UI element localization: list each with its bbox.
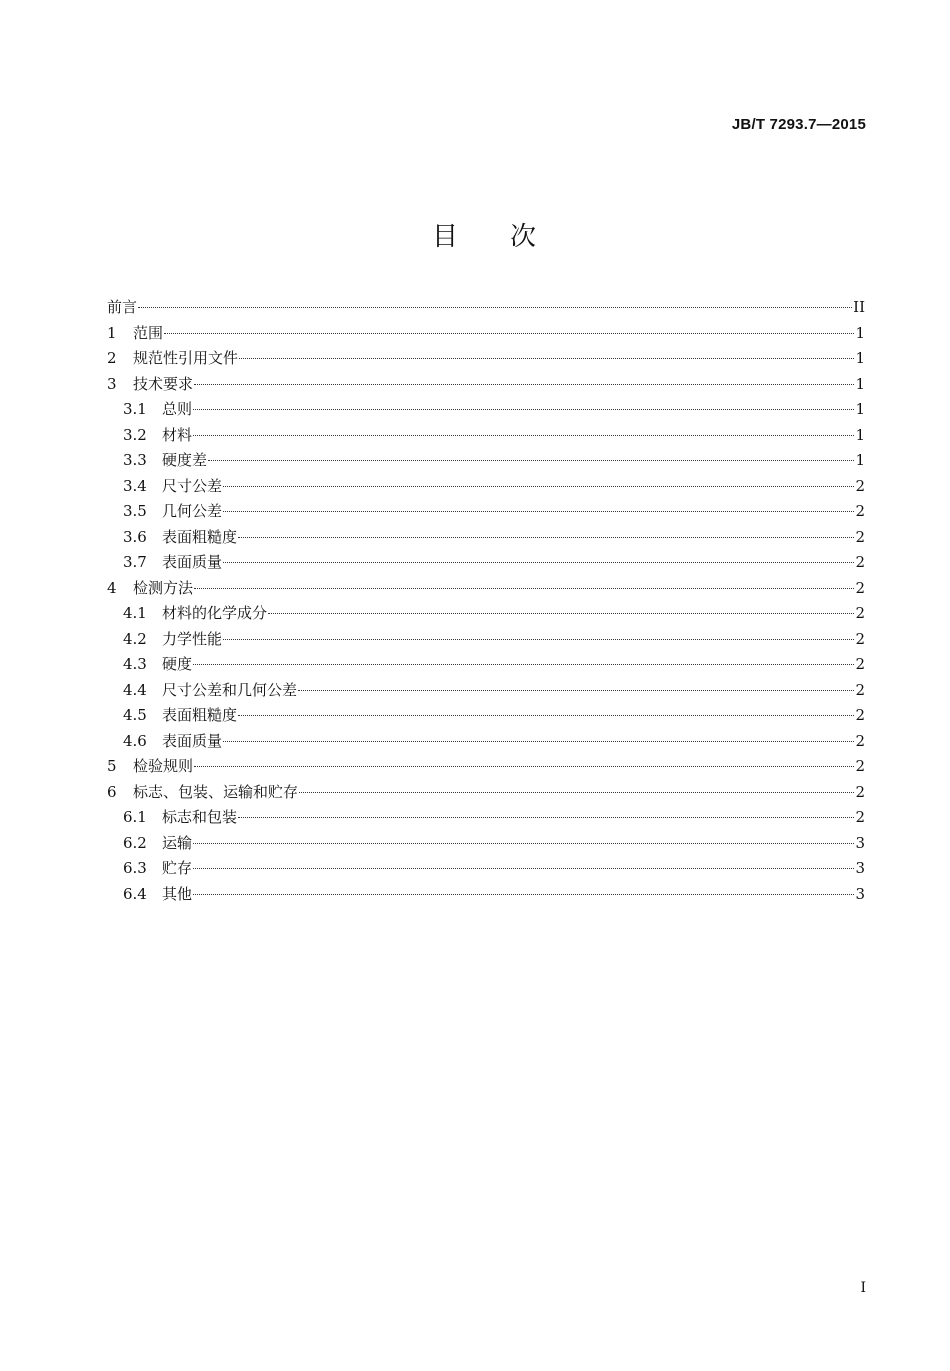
toc-entry-page: 1 xyxy=(855,451,865,469)
dot-leader xyxy=(193,664,854,665)
toc-entry-number: 3.4 xyxy=(123,476,147,495)
toc-entry-label: 材料的化学成分 xyxy=(162,604,268,622)
toc-entry-label: 总则 xyxy=(162,400,193,418)
toc-entry-label: 材料 xyxy=(162,425,193,444)
toc-entry-number: 1 xyxy=(107,323,117,342)
dot-leader xyxy=(238,715,854,716)
toc-entry-label: 表面粗糙度 xyxy=(162,706,238,724)
toc-entry-page: 2 xyxy=(855,604,865,622)
dot-leader xyxy=(193,868,854,869)
toc-entry-page: 2 xyxy=(855,757,865,775)
toc-entry-page: 2 xyxy=(855,706,865,724)
toc-entry-page: 2 xyxy=(855,476,865,495)
toc-entry-number: 4.6 xyxy=(123,731,147,750)
toc-entry-label: 尺寸公差 xyxy=(162,476,223,495)
dot-leader xyxy=(138,307,852,308)
dot-leader xyxy=(223,639,854,640)
toc-entry-label: 表面质量 xyxy=(162,553,223,571)
dot-leader xyxy=(238,817,854,818)
toc-entry[interactable] xyxy=(107,652,865,678)
standard-code-header: JB/T 7293.7—2015 xyxy=(731,116,866,133)
toc-entry-number: 3.1 xyxy=(123,400,147,418)
toc-entry-label: 其他 xyxy=(162,884,193,903)
toc-entry[interactable] xyxy=(107,423,865,449)
toc-entry-label: 规范性引用文件 xyxy=(133,349,239,367)
toc-entry-number: 3.7 xyxy=(123,553,147,571)
toc-entry-number: 3.3 xyxy=(123,451,147,469)
toc-entry[interactable] xyxy=(107,576,865,602)
toc-entry[interactable] xyxy=(107,448,865,474)
toc-entry-number: 6.4 xyxy=(123,884,147,903)
toc-entry-label: 检测方法 xyxy=(133,578,194,597)
table-of-contents xyxy=(107,295,865,907)
dot-leader xyxy=(223,511,854,512)
toc-entry-number: 4.5 xyxy=(123,706,147,724)
toc-entry-number: 4.2 xyxy=(123,629,147,648)
toc-entry[interactable] xyxy=(107,856,865,882)
toc-entry-number: 6.3 xyxy=(123,859,147,877)
toc-entry-number: 6 xyxy=(107,782,117,801)
dot-leader xyxy=(223,741,854,742)
toc-entry-page: 2 xyxy=(855,731,865,750)
toc-entry-page: 1 xyxy=(855,323,865,342)
toc-entry-page: 2 xyxy=(855,680,865,699)
toc-entry-page: 3 xyxy=(855,859,865,877)
toc-entry[interactable] xyxy=(107,601,865,627)
toc-entry[interactable] xyxy=(107,805,865,831)
dot-leader xyxy=(193,843,854,844)
dot-leader xyxy=(208,460,854,461)
toc-entry-label: 硬度差 xyxy=(162,451,208,469)
toc-entry-page: 1 xyxy=(855,400,865,418)
toc-entry-number: 3.2 xyxy=(123,425,147,444)
dot-leader xyxy=(298,690,854,691)
toc-entry[interactable] xyxy=(107,780,865,806)
toc-entry[interactable] xyxy=(107,678,865,704)
toc-entry-label: 运输 xyxy=(162,833,193,852)
toc-title-first-char: 目 xyxy=(431,222,460,252)
toc-entry-page: 2 xyxy=(855,578,865,597)
toc-entry[interactable] xyxy=(107,550,865,576)
toc-entry[interactable] xyxy=(107,397,865,423)
dot-leader xyxy=(194,766,854,767)
toc-entry-page: 2 xyxy=(855,629,865,648)
toc-entry-label: 表面粗糙度 xyxy=(162,527,238,546)
toc-entry-number: 4.1 xyxy=(123,604,147,622)
toc-entry-page: 2 xyxy=(855,527,865,546)
toc-entry-label: 标志和包装 xyxy=(162,808,238,826)
toc-entry[interactable] xyxy=(107,525,865,551)
toc-entry[interactable] xyxy=(107,729,865,755)
toc-entry[interactable] xyxy=(107,882,865,908)
toc-entry-page: 2 xyxy=(855,553,865,571)
toc-entry-label: 标志、包装、运输和贮存 xyxy=(133,782,299,801)
toc-entry[interactable] xyxy=(107,372,865,398)
dot-leader xyxy=(299,792,854,793)
toc-entry-number: 2 xyxy=(107,349,117,367)
dot-leader xyxy=(164,333,854,334)
toc-entry-label: 尺寸公差和几何公差 xyxy=(162,680,298,699)
toc-entry-page: 2 xyxy=(855,655,865,673)
toc-entry-label: 力学性能 xyxy=(162,629,223,648)
toc-entry-number: 3 xyxy=(107,374,117,393)
toc-entry-label: 几何公差 xyxy=(162,502,223,520)
toc-entry-label: 贮存 xyxy=(162,859,193,877)
page-number: I xyxy=(860,1280,866,1296)
dot-leader xyxy=(223,562,854,563)
toc-entry-number: 4.4 xyxy=(123,680,147,699)
toc-entry[interactable] xyxy=(107,703,865,729)
toc-entry-page: 2 xyxy=(855,502,865,520)
toc-entry-number: 4.3 xyxy=(123,655,147,673)
toc-entry-number: 5 xyxy=(107,757,117,775)
toc-entry-label: 前言 xyxy=(107,298,138,316)
toc-entry-page: 1 xyxy=(855,374,865,393)
toc-entry[interactable] xyxy=(107,474,865,500)
toc-entry-number: 6.1 xyxy=(123,808,147,826)
dot-leader xyxy=(223,486,854,487)
toc-entry-label: 表面质量 xyxy=(162,731,223,750)
toc-entry-number: 6.2 xyxy=(123,833,147,852)
toc-entry-page: 1 xyxy=(855,425,865,444)
toc-entry-label: 范围 xyxy=(133,323,164,342)
toc-entry-page: II xyxy=(853,298,865,316)
toc-entry-page: 1 xyxy=(855,349,865,367)
toc-title-second-char: 次 xyxy=(510,222,539,252)
dot-leader xyxy=(238,537,854,538)
dot-leader xyxy=(193,435,854,436)
dot-leader xyxy=(193,409,854,410)
dot-leader xyxy=(268,613,854,614)
toc-entry-label: 检验规则 xyxy=(133,757,194,775)
dot-leader xyxy=(239,358,854,359)
toc-entry[interactable] xyxy=(107,627,865,653)
toc-entry[interactable] xyxy=(107,754,865,780)
toc-entry-label: 硬度 xyxy=(162,655,193,673)
toc-entry[interactable] xyxy=(107,831,865,857)
toc-entry-page: 3 xyxy=(855,833,865,852)
dot-leader xyxy=(193,894,854,895)
toc-entry[interactable] xyxy=(107,346,865,372)
toc-entry-page: 2 xyxy=(855,782,865,801)
dot-leader xyxy=(194,384,854,385)
toc-entry-page: 3 xyxy=(855,884,865,903)
toc-entry[interactable] xyxy=(107,499,865,525)
toc-entry-number: 4 xyxy=(107,578,117,597)
toc-entry-number: 3.5 xyxy=(123,502,147,520)
toc-entry-label: 技术要求 xyxy=(133,374,194,393)
toc-entry-number: 3.6 xyxy=(123,527,147,546)
toc-entry-page: 2 xyxy=(855,808,865,826)
toc-entry[interactable] xyxy=(107,321,865,347)
toc-entry[interactable] xyxy=(107,295,865,321)
toc-title xyxy=(0,216,950,253)
dot-leader xyxy=(194,588,854,589)
